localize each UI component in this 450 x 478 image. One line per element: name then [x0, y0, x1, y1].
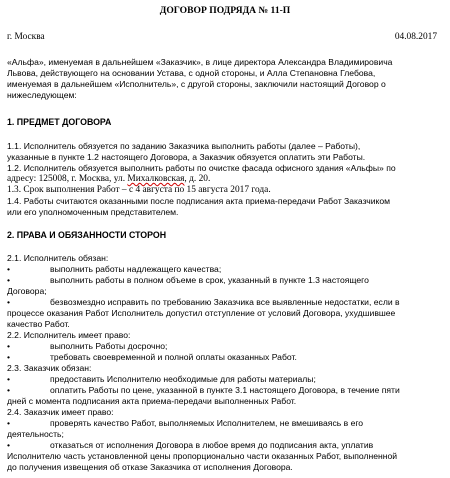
- list-item-text: выполнить работы в полном объеме в срок, указанный в пункте 1.3 настоящего: [50, 275, 369, 285]
- list-item-text: выполнить работы надлежащего качества;: [50, 264, 222, 274]
- list-item-text: Договора;: [7, 286, 47, 296]
- bullet-marker: •: [7, 341, 11, 351]
- list-item-text: проверять качество Работ, выполняемых Исполнителем, не вмешиваясь в его: [50, 418, 364, 428]
- clause-text: 2.2. Исполнитель имеет право:: [7, 330, 131, 340]
- bullet-marker: •: [7, 374, 11, 384]
- list-item-text: требовать своевременной и полной оплаты оказанных Работ.: [50, 352, 297, 362]
- clause-text: [7, 174, 210, 185]
- address-suffix: , д. 20.: [184, 174, 211, 184]
- list-item-text: деятельность;: [7, 429, 64, 439]
- list-item-text: до получения извещения об отказе Заказчика от исполнения Договора.: [7, 462, 293, 472]
- list-item-text: выполнить Работы досрочно;: [50, 341, 168, 351]
- clause-text: 1.3. Срок выполнения Работ – с 4 августа по 15 августа 2017 года.: [7, 185, 271, 195]
- clause-text: 1.4. Работы считаются оказанными после подписания акта приема-передачи Работ Заказчиком: [7, 196, 391, 206]
- intro-line: «Альфа», именуемая в дальнейшем «Заказчик», в лице директора Александра Владимировича: [7, 57, 393, 67]
- intro-line: нижеследующем:: [7, 90, 77, 100]
- list-item-text: качество Работ.: [7, 319, 70, 329]
- list-item-text: отказаться от исполнения Договора в любое время до подписания акта, уплатив: [50, 440, 374, 450]
- list-item-text: оплатить Работы по цене, указанной в пункте 3.1 настоящего Договора, в течение пяти: [50, 385, 400, 395]
- intro-line: Львова, действующего на основании Устава, с одной стороны, и Алла Степановна Глебова,: [7, 68, 376, 78]
- bullet-marker: •: [7, 275, 11, 285]
- list-item-text: безвозмездно исправить по требованию Заказчика все выявленные недостатки, если в: [50, 297, 400, 307]
- list-item-text: предоставить Исполнителю необходимые для работы материалы;: [50, 374, 316, 384]
- document-title: ДОГОВОР ПОДРЯДА № 11-П: [159, 5, 291, 16]
- intro-line: именуемая в дальнейшем «Исполнитель», с другой стороны, заключили настоящий Договор о: [7, 79, 386, 89]
- document-date: 04.08.2017: [394, 32, 437, 42]
- bullet-marker: •: [7, 418, 11, 428]
- bullet-marker: •: [7, 264, 11, 274]
- bullet-marker: •: [7, 385, 11, 395]
- address-prefix: адресу: 125008, г. Москва, ул.: [7, 174, 128, 184]
- list-item-text: процессе оказания Работ Исполнитель допустил отступление от условий Договора, ухудшившее: [7, 308, 396, 318]
- list-item-text: дней с момента подписания акта приема-передачи выполненных Работ.: [7, 396, 297, 406]
- street-name: Михалковская: [127, 174, 185, 184]
- clause-text: 2.1. Исполнитель обязан:: [7, 253, 109, 263]
- bullet-marker: •: [7, 297, 11, 307]
- list-item-text: Исполнителю часть установленной цены пропорционально части оказанных Работ, выполненной: [7, 451, 398, 461]
- bullet-marker: •: [7, 352, 11, 362]
- section-heading: 1. ПРЕДМЕТ ДОГОВОРА: [7, 117, 112, 127]
- bullet-marker: •: [7, 440, 11, 450]
- document-city: г. Москва: [7, 32, 45, 42]
- clause-text: указанные в пункте 1.2 настоящего Договора, а Заказчик обязуется оплатить эти Работы.: [7, 152, 366, 162]
- clause-text: 2.3. Заказчик обязан:: [7, 363, 92, 373]
- section-heading: 2. ПРАВА И ОБЯЗАННОСТИ СТОРОН: [7, 230, 167, 240]
- clause-text: 1.1. Исполнитель обязуется по заданию Заказчика выполнить работы (далее – Работы),: [7, 141, 361, 151]
- clause-text: 1.2. Исполнитель обязуется выполнить работы по очистке фасада офисного здания «Альфы» по: [7, 163, 396, 173]
- clause-text: или его уполномоченным представителем.: [7, 207, 179, 217]
- clause-text: 2.4. Заказчик имеет право:: [7, 407, 114, 417]
